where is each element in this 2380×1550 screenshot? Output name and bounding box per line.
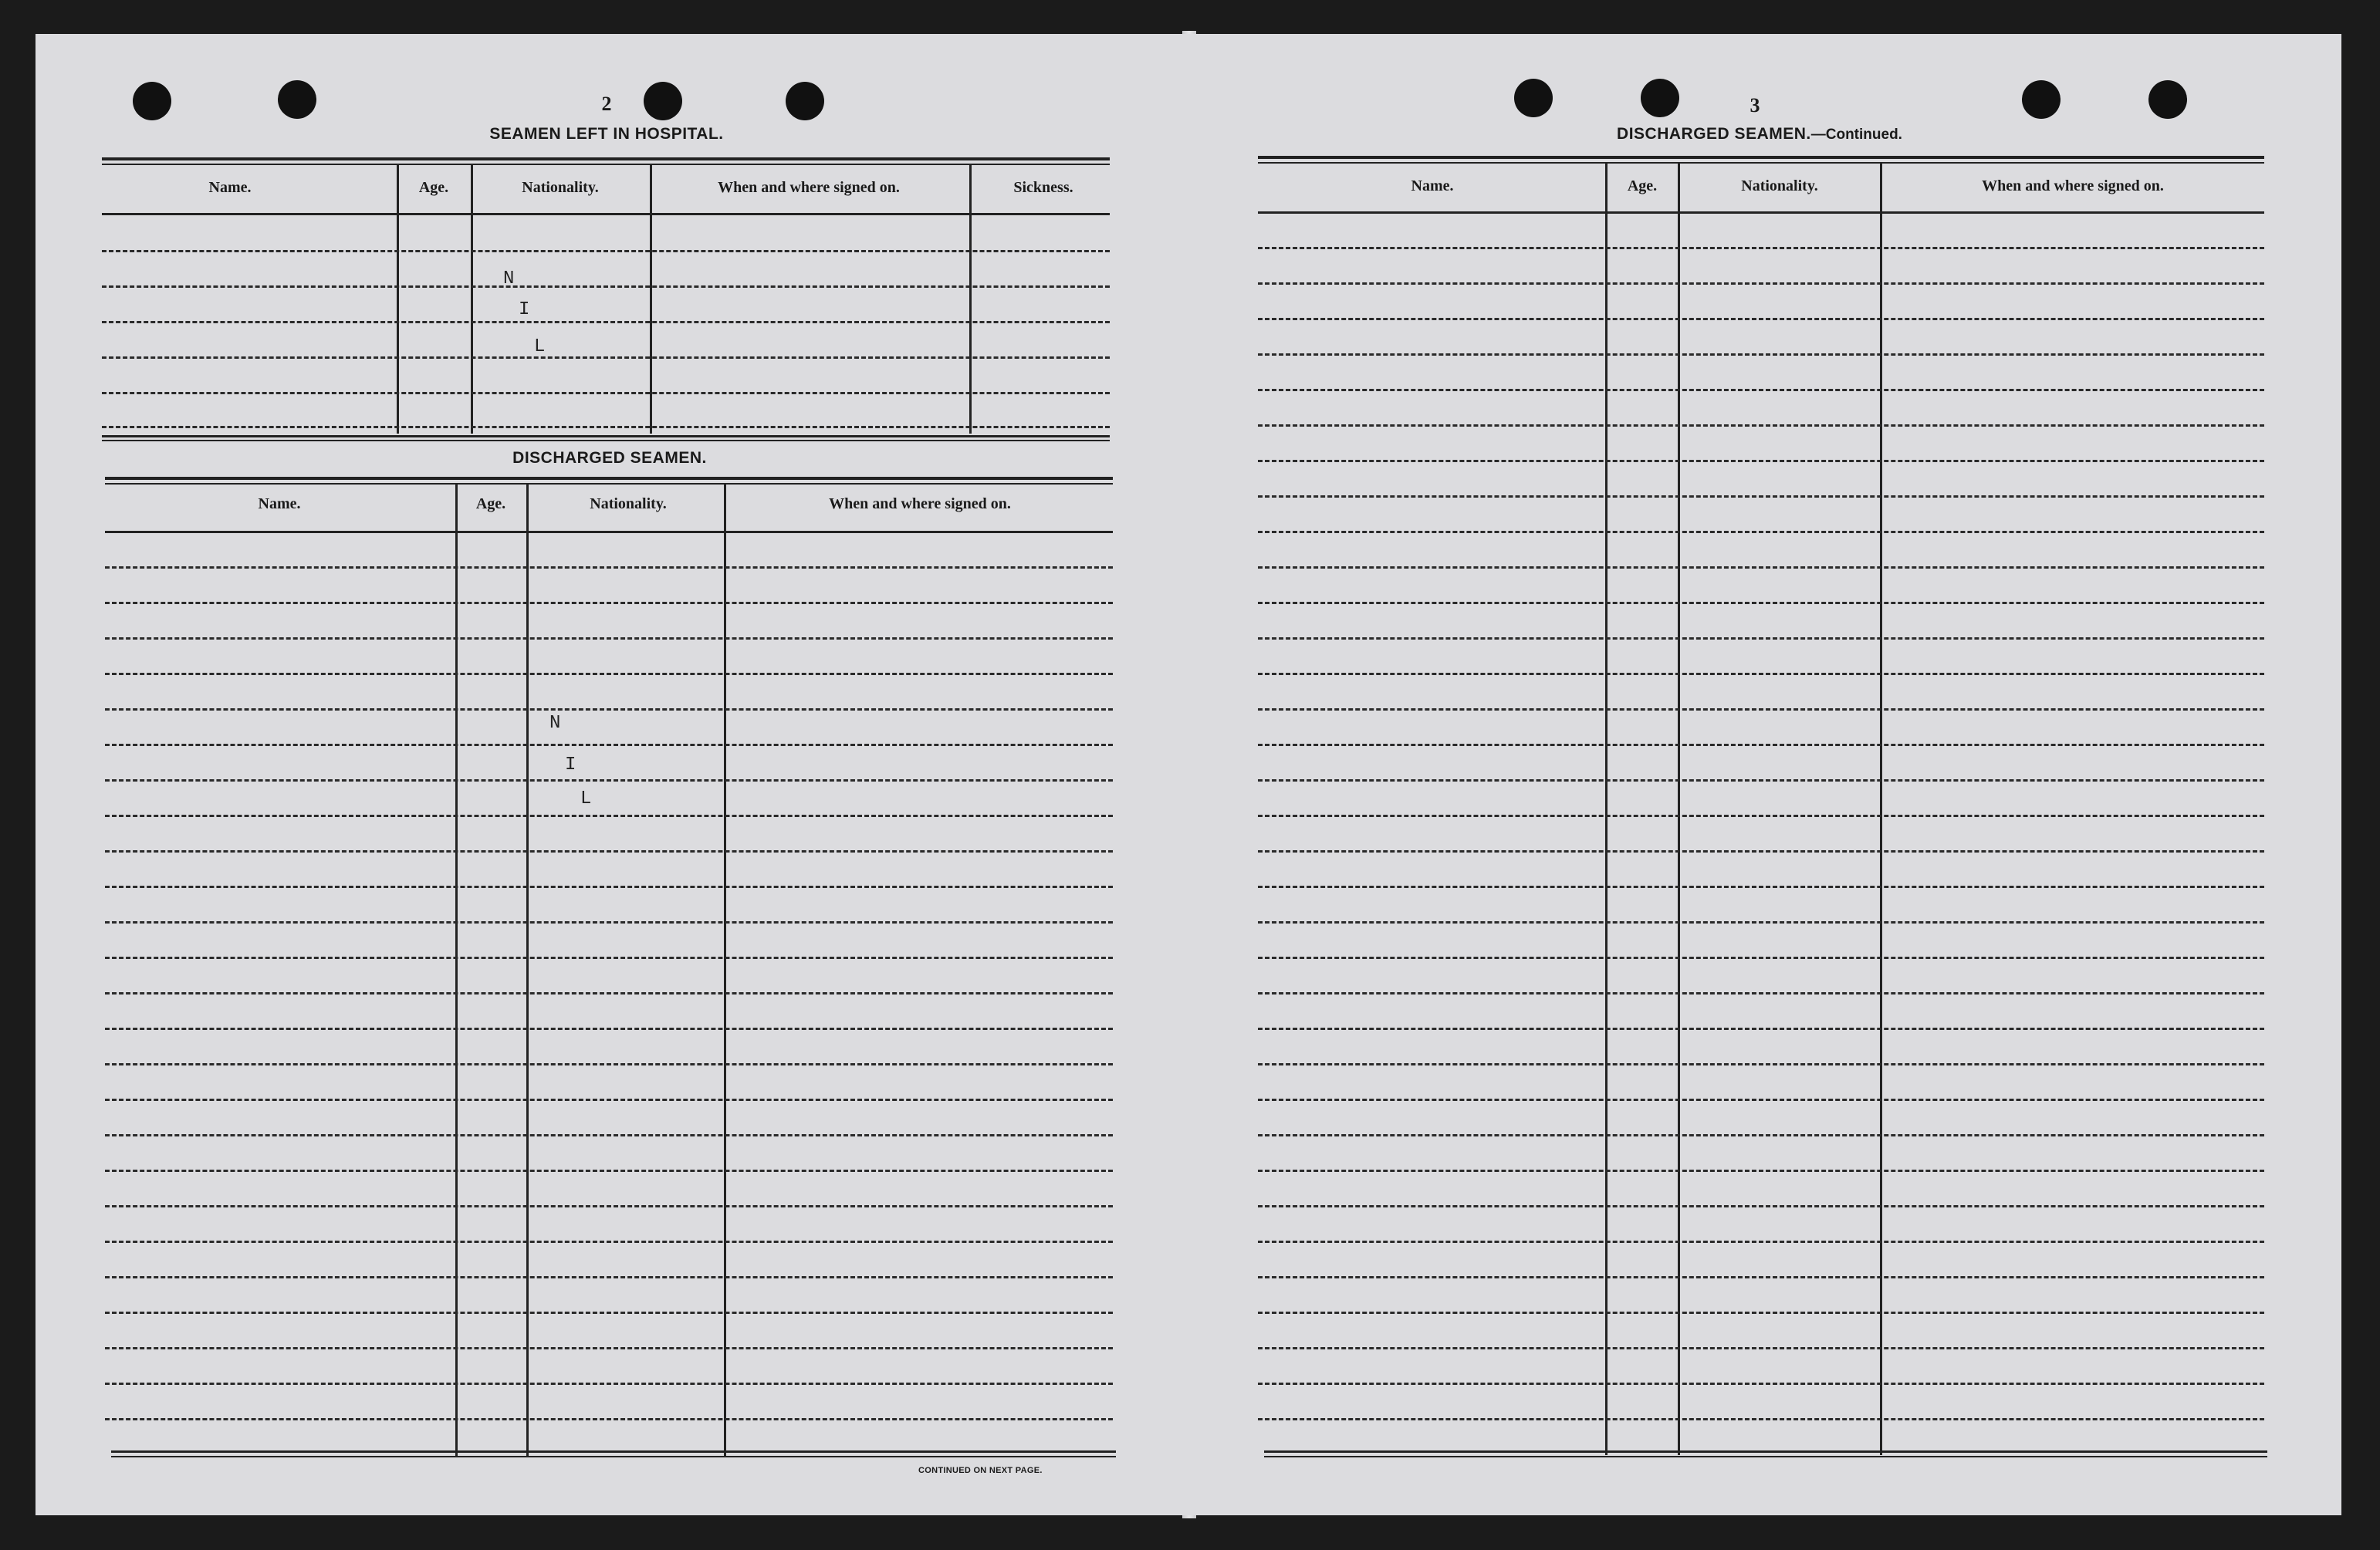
entry-line — [1258, 673, 2264, 675]
entry-line — [105, 566, 1113, 569]
entry-line — [105, 1241, 1113, 1243]
entry-line — [1258, 247, 2264, 249]
entry-line — [1258, 1347, 2264, 1349]
entry-line — [1258, 602, 2264, 604]
table-top-rule — [105, 477, 1113, 480]
entry-line — [1258, 353, 2264, 356]
entry-line — [102, 321, 1110, 323]
table-bottom-rule — [111, 1456, 1116, 1457]
entry-line — [105, 957, 1113, 959]
table-top-rule — [105, 483, 1113, 485]
typed-letter: L — [580, 789, 592, 809]
typed-letter: N — [549, 713, 561, 734]
typed-letter: I — [565, 755, 576, 775]
entry-line — [1258, 1276, 2264, 1278]
punch-hole — [2022, 80, 2061, 119]
punch-hole — [786, 82, 824, 120]
entry-line — [102, 426, 1110, 428]
entry-line — [105, 1099, 1113, 1101]
punch-hole — [644, 82, 682, 120]
column-divider — [1880, 162, 1882, 1455]
table-bottom-rule — [1264, 1456, 2267, 1457]
entry-line — [1258, 1170, 2264, 1172]
column-divider — [724, 483, 726, 1457]
entry-line — [1258, 744, 2264, 746]
column-header-name: Name. — [208, 179, 252, 196]
table-top-rule — [102, 157, 1110, 160]
left-page — [35, 34, 1188, 1515]
entry-line — [1258, 424, 2264, 427]
section-divider-rule — [102, 440, 1110, 441]
column-header-age: Age. — [475, 495, 506, 512]
entry-line — [1258, 1205, 2264, 1207]
entry-line — [105, 815, 1113, 817]
typed-letter: L — [534, 336, 546, 357]
punch-hole — [133, 82, 171, 120]
entry-line — [1258, 708, 2264, 711]
header-bottom-rule — [102, 213, 1110, 215]
punch-hole — [2148, 80, 2187, 119]
entry-line — [102, 356, 1110, 359]
entry-line — [1258, 850, 2264, 853]
section-divider-rule — [102, 435, 1110, 437]
entry-line — [1258, 1312, 2264, 1314]
entry-line — [105, 708, 1113, 711]
entry-line — [102, 250, 1110, 252]
entry-line — [1258, 389, 2264, 391]
column-header-signed-on: When and where signed on. — [718, 179, 900, 196]
table-bottom-rule — [111, 1450, 1116, 1453]
column-divider — [1605, 162, 1608, 1455]
entry-line — [1258, 318, 2264, 320]
entry-line — [1258, 460, 2264, 462]
column-header-age: Age. — [1627, 177, 1658, 194]
section-title-continued: —Continued. — [1810, 127, 1902, 143]
entry-line — [1258, 1063, 2264, 1065]
column-header-nationality: Nationality. — [522, 179, 599, 196]
entry-line — [105, 1383, 1113, 1385]
entry-line — [1258, 921, 2264, 924]
column-header-nationality: Nationality. — [1741, 177, 1818, 194]
entry-line — [1258, 1028, 2264, 1030]
table-bottom-rule — [1264, 1450, 2267, 1453]
entry-line — [1258, 495, 2264, 498]
entry-line — [105, 637, 1113, 640]
entry-line — [1258, 957, 2264, 959]
entry-line — [105, 992, 1113, 994]
discharged-section-title: DISCHARGED SEAMEN. — [512, 449, 707, 467]
table-top-rule — [1258, 162, 2264, 164]
entry-line — [105, 921, 1113, 924]
page-number: 3 — [1750, 94, 1760, 117]
punch-hole — [278, 80, 316, 119]
entry-line — [105, 1347, 1113, 1349]
entry-line — [1258, 886, 2264, 888]
header-bottom-rule — [105, 531, 1113, 533]
entry-line — [105, 886, 1113, 888]
typed-letter: N — [503, 268, 515, 289]
entry-line — [1258, 282, 2264, 285]
column-header-signed-on: When and where signed on. — [1982, 177, 2164, 194]
column-header-signed-on: When and where signed on. — [829, 495, 1011, 512]
entry-line — [105, 1170, 1113, 1172]
column-divider — [1678, 162, 1680, 1455]
header-bottom-rule — [1258, 211, 2264, 214]
column-divider — [455, 483, 458, 1457]
right-page — [1188, 34, 2341, 1515]
hospital-section-title: SEAMEN LEFT IN HOSPITAL. — [489, 125, 724, 143]
typed-letter: I — [519, 299, 530, 320]
section-title-main: DISCHARGED SEAMEN. — [1617, 125, 1811, 143]
column-header-name: Name. — [1411, 177, 1454, 194]
entry-line — [105, 1063, 1113, 1065]
entry-line — [1258, 1383, 2264, 1385]
entry-line — [1258, 566, 2264, 569]
entry-line — [102, 392, 1110, 394]
page-number: 2 — [601, 93, 612, 115]
entry-line — [105, 1276, 1113, 1278]
entry-line — [105, 1028, 1113, 1030]
entry-line — [105, 744, 1113, 746]
column-header-age: Age. — [418, 179, 449, 196]
column-header-nationality: Nationality. — [590, 495, 667, 512]
entry-line — [1258, 815, 2264, 817]
column-header-name: Name. — [258, 495, 301, 512]
punch-hole — [1641, 79, 1679, 117]
entry-line — [1258, 1418, 2264, 1420]
entry-line — [1258, 779, 2264, 782]
entry-line — [105, 673, 1113, 675]
entry-line — [105, 1418, 1113, 1420]
section-title — [1617, 125, 1902, 144]
entry-line — [1258, 637, 2264, 640]
entry-line — [1258, 1099, 2264, 1101]
entry-line — [1258, 992, 2264, 994]
table-top-rule — [102, 164, 1110, 165]
punch-hole — [1514, 79, 1553, 117]
entry-line — [1258, 1241, 2264, 1243]
entry-line — [105, 779, 1113, 782]
entry-line — [102, 285, 1110, 288]
table-top-rule — [1258, 156, 2264, 159]
column-divider — [526, 483, 529, 1457]
entry-line — [105, 1205, 1113, 1207]
continued-note: CONTINUED ON NEXT PAGE. — [918, 1466, 1043, 1475]
column-header-sickness: Sickness. — [1013, 179, 1073, 196]
entry-line — [105, 1134, 1113, 1136]
entry-line — [105, 602, 1113, 604]
entry-line — [105, 850, 1113, 853]
entry-line — [1258, 1134, 2264, 1136]
entry-line — [105, 1312, 1113, 1314]
entry-line — [1258, 531, 2264, 533]
